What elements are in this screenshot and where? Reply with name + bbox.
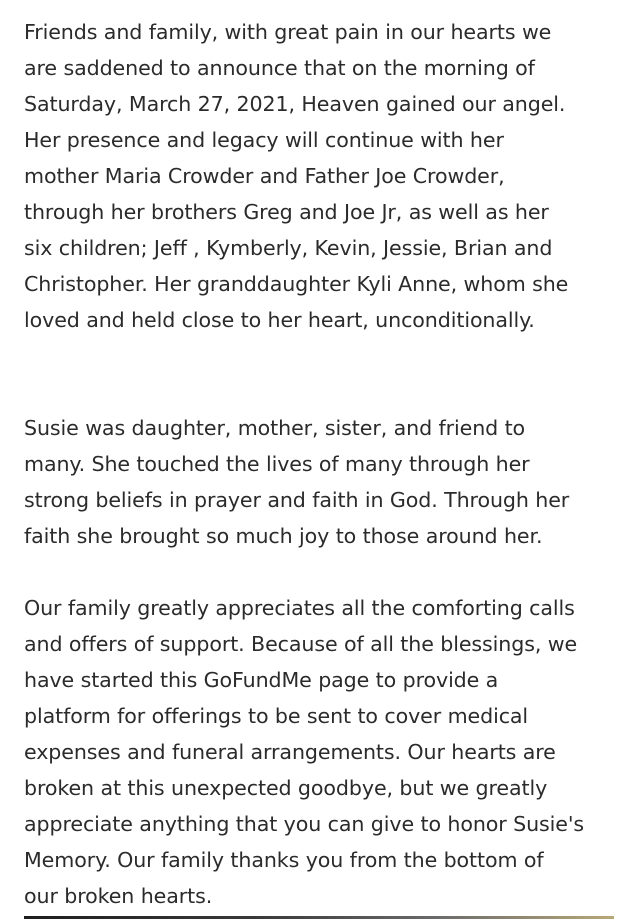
paragraph-spacer <box>24 554 614 590</box>
fundraiser-story <box>24 14 614 914</box>
story-paragraph-tribute: Susie was daughter, mother, sister, and friend to many. She touched the lives of many through her strong beliefs in prayer and faith in God. Through her faith she brought so much joy to those around her. <box>24 416 570 548</box>
paragraph-spacer <box>24 338 614 410</box>
story-paragraph-announcement: Friends and family, with great pain in our hearts we are saddened to announce that on the morning of Saturday, March 27, 2021, Heaven gained our angel. Her presence and legacy will continue with her mother Maria Crowder and Father Joe Crowder, through her brothers Greg and Joe Jr, as well as her six children; Jeff , Kymberly, Kevin, Jessie, Brian and Christopher. Her granddaughter Kyli Anne, whom she loved and held close to her heart, unconditionally. <box>24 20 569 332</box>
story-paragraph-appeal: Our family greatly appreciates all the comforting calls and offers of support. Because of all the blessings, we have started this GoFundMe page to provide a platform for offerings to be sent to cover medical expenses and funeral arrangements. Our hearts are broken at this unexpected goodbye, but we greatly appreciate anything that you can give to honor Susie's Memory. Our family thanks you from the bottom of our broken hearts. <box>24 596 585 908</box>
